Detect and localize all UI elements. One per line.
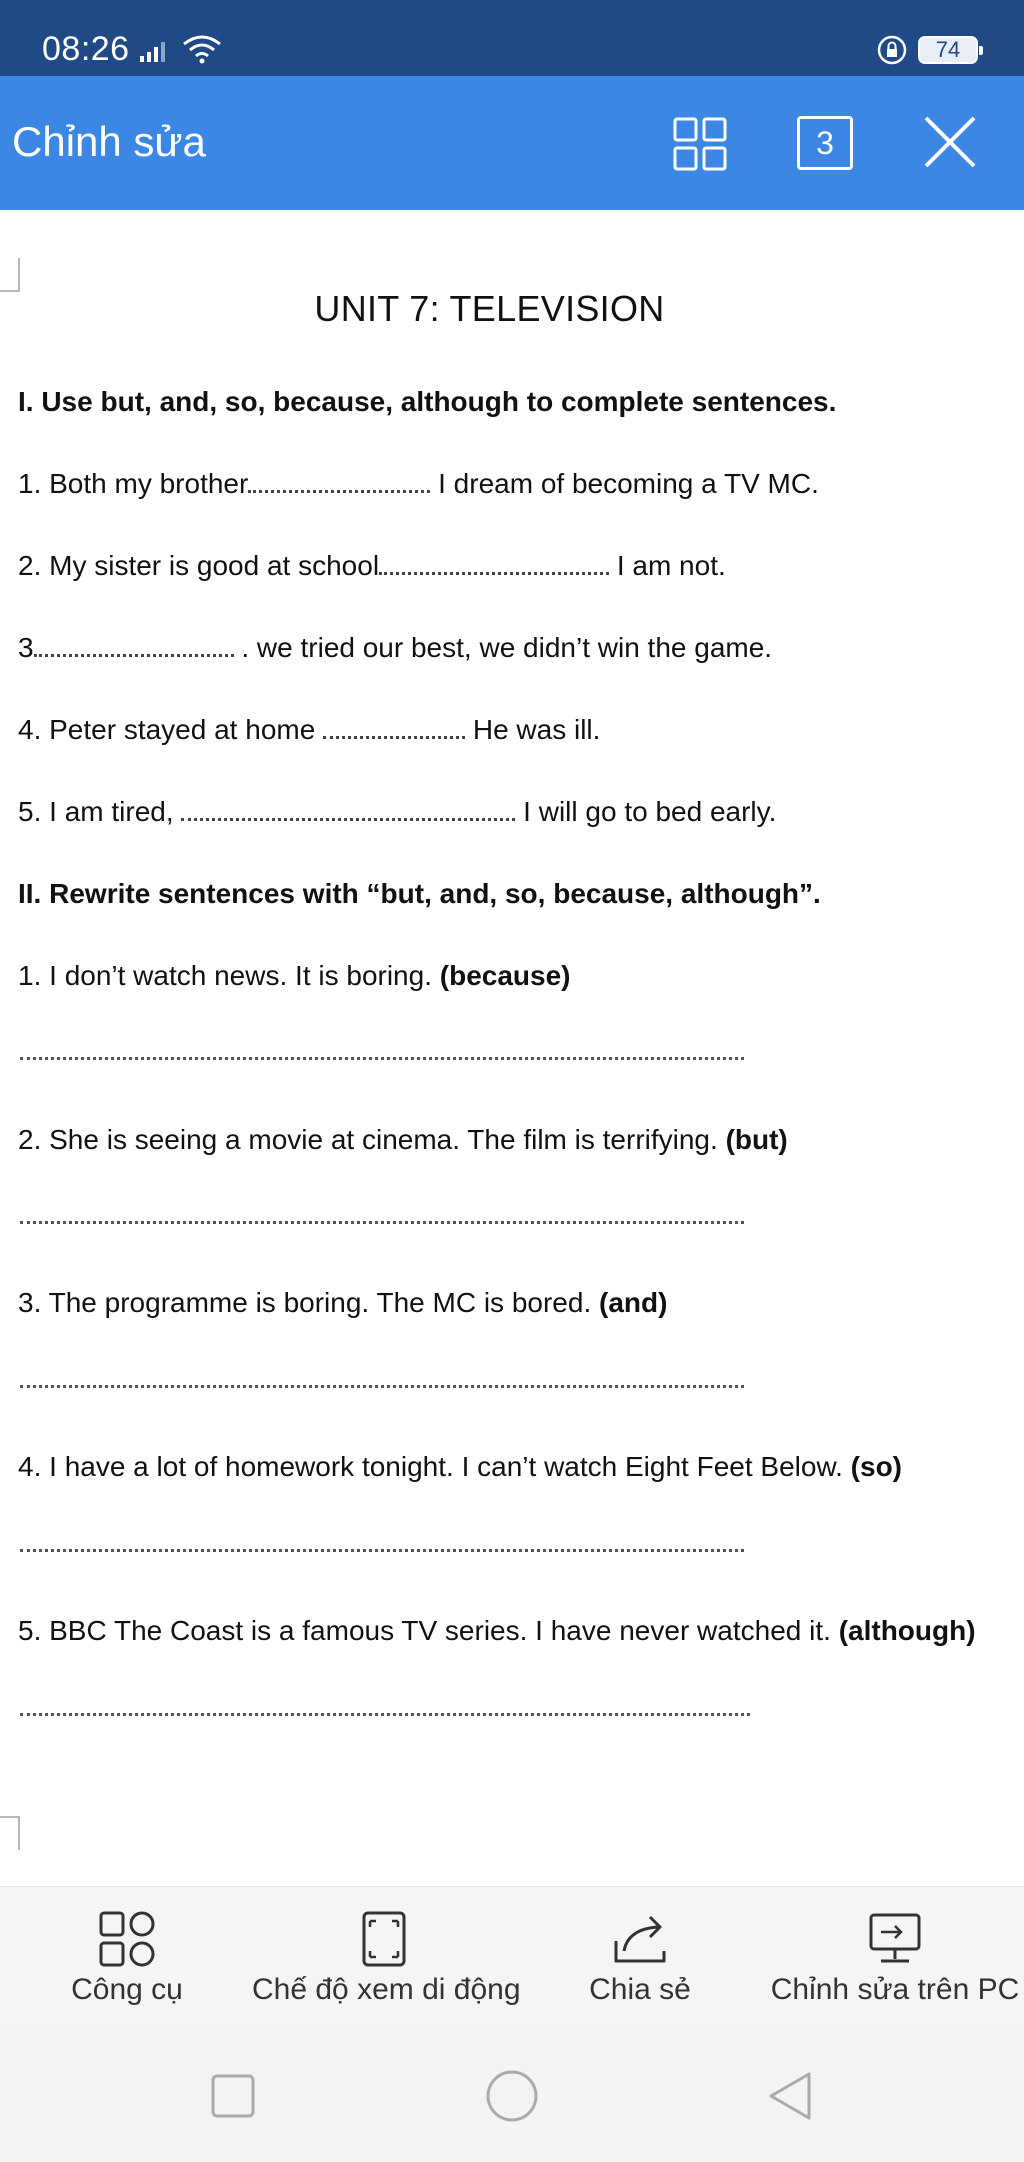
tools-button[interactable]	[52, 1887, 202, 2025]
item-text: 1. I don’t watch news. It is boring.	[18, 960, 440, 991]
app-bar	[0, 76, 1024, 210]
navigation-bar	[0, 2024, 1024, 2162]
tool-label: Chia sẻ	[589, 1973, 691, 2006]
exercise-1-item	[18, 714, 600, 746]
page-corner-mark	[0, 1816, 20, 1850]
item-text: . we tried our best, we didn’t win the game.	[233, 632, 773, 663]
item-text: 5. I am tired,	[18, 796, 182, 827]
exercise-1-item	[18, 468, 819, 500]
document-page[interactable]	[0, 210, 1024, 1886]
item-hint: (but)	[725, 1124, 788, 1155]
wifi-icon	[182, 34, 222, 64]
back-icon[interactable]	[763, 2068, 819, 2124]
item-text: 3. The programme is boring. The MC is bored.	[18, 1287, 599, 1318]
item-hint: (and)	[599, 1287, 668, 1318]
section-2-heading: II. Rewrite sentences with “but, and, so, because, although”.	[18, 878, 821, 909]
item-text: I will go to bed early.	[515, 796, 777, 827]
exercise-1-item	[18, 632, 772, 664]
exercise-1-item	[18, 550, 726, 582]
blank-line	[34, 637, 234, 657]
answer-line	[20, 1384, 744, 1388]
item-text: I am not.	[609, 550, 726, 581]
item-text: 5. BBC The Coast is a famous TV series. I have never watched it.	[18, 1615, 839, 1646]
item-text: 4. Peter stayed at home	[18, 714, 324, 745]
exercise-2-item	[18, 1124, 788, 1156]
status-bar	[0, 0, 1024, 76]
recent-apps-icon[interactable]	[205, 2068, 261, 2124]
tool-label: Công cụ	[71, 1973, 183, 2006]
item-hint: (so)	[850, 1451, 902, 1482]
exercise-1-item	[18, 796, 776, 828]
answer-line	[20, 1548, 744, 1552]
battery-icon: 74	[918, 36, 978, 64]
page-count-button[interactable]: 3	[797, 116, 853, 170]
tools-grid-icon	[97, 1911, 157, 1967]
home-icon[interactable]	[484, 2068, 540, 2124]
exercise-2-item	[18, 1451, 902, 1483]
blank-line	[181, 801, 515, 821]
blank-line	[248, 473, 430, 493]
page-corner-mark	[0, 258, 20, 292]
document-title: UNIT 7: TELEVISION	[314, 288, 665, 329]
signal-icon	[140, 40, 172, 62]
app-title: Chỉnh sửa	[12, 118, 206, 165]
edit-on-pc-icon	[865, 1911, 925, 1967]
exercise-2-item	[18, 1287, 667, 1319]
grid-view-icon[interactable]	[672, 116, 728, 172]
item-hint: (although)	[838, 1615, 976, 1646]
share-icon	[610, 1911, 670, 1967]
close-icon[interactable]	[922, 114, 978, 170]
mobile-view-icon	[354, 1911, 414, 1967]
item-text: 2. She is seeing a movie at cinema. The film is terrifying.	[18, 1124, 726, 1155]
share-button[interactable]	[572, 1887, 708, 2025]
item-text: 2. My sister is good at school	[18, 550, 380, 581]
item-text: 3	[18, 632, 34, 663]
section-1-heading: I. Use but, and, so, because, although to complete sentences.	[18, 386, 837, 417]
tool-label: Chỉnh sửa trên PC	[770, 1973, 1020, 2006]
blank-line	[379, 555, 609, 575]
item-text: He was ill.	[465, 714, 601, 745]
exercise-2-item	[18, 1615, 976, 1647]
item-text: 1. Both my brother	[18, 468, 249, 499]
answer-line	[20, 1056, 744, 1060]
bottom-toolbar	[0, 1886, 1024, 2024]
answer-line	[20, 1220, 744, 1224]
item-hint: (because)	[439, 960, 571, 991]
lock-rotation-icon	[876, 34, 908, 66]
answer-line	[20, 1712, 750, 1716]
item-text: 4. I have a lot of homework tonight. I can’t watch Eight Feet Below.	[18, 1451, 851, 1482]
blank-line	[323, 719, 465, 739]
item-text: I dream of becoming a TV MC.	[430, 468, 819, 499]
status-time: 08:26	[42, 30, 130, 68]
mobile-view-button[interactable]	[252, 1887, 521, 2025]
tool-label: Chế độ xem di động	[252, 1973, 521, 2006]
exercise-2-item	[18, 960, 570, 992]
edit-on-pc-button[interactable]	[770, 1887, 1020, 2025]
